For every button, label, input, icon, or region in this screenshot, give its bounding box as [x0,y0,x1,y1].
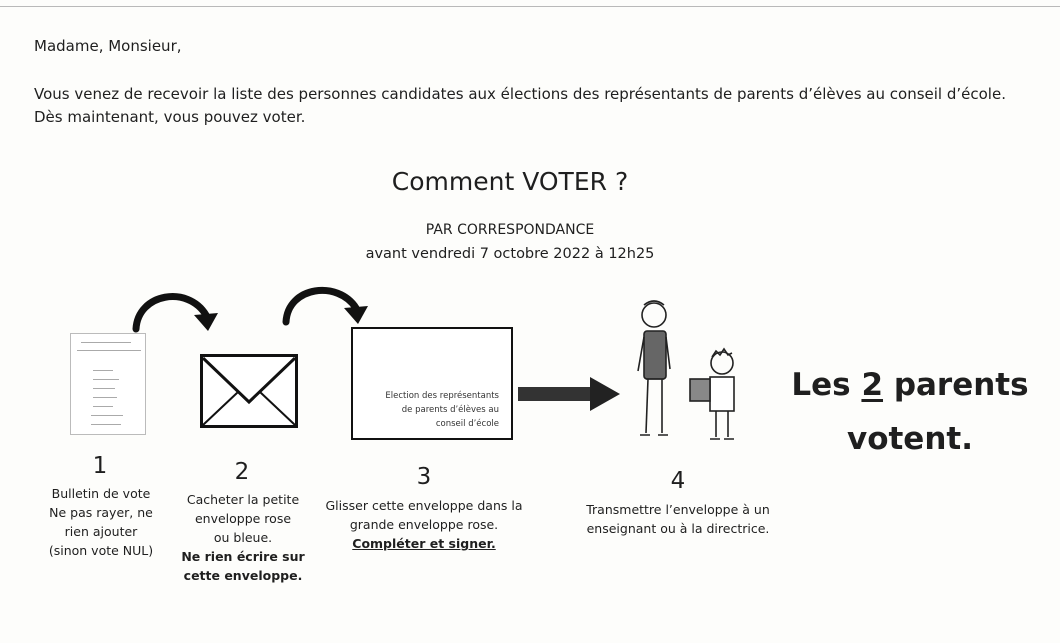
step-3-text: Glisser cette enveloppe dans la grande enveloppe rose. Compléter et signer. [325,498,523,551]
vote-mode: PAR CORRESPONDANCE [425,222,595,238]
step-number: 4 [670,468,686,494]
ballot-paper-icon [70,333,146,435]
right-arrow-icon [518,376,620,412]
curved-arrow-icon [278,278,370,328]
step-number: 3 [416,464,432,490]
curved-arrow-icon [128,283,220,333]
envelope-icon [200,354,298,428]
step-number: 2 [234,459,250,485]
greeting: Madame, Monsieur, [34,37,182,55]
top-border [0,6,1060,7]
result-line-1: Les 2 parents [791,367,1029,403]
vote-deadline: avant vendredi 7 octobre 2022 à 12h25 [365,246,655,262]
step-number: 1 [92,453,108,479]
parents-figures-icon [632,297,744,447]
page-title: Comment VOTER ? [391,167,629,196]
intro-paragraph: Vous venez de recevoir la liste des personnes candidates aux élections des représentants de parents d’élèves au conseil d’école. Dès maintenant, vous pouvez voter. [34,85,1006,126]
step-2-text: Cacheter la petite enveloppe rose ou bleue. Ne rien écrire sur cette enveloppe. [181,492,305,583]
result-line-2: votent. [846,421,973,457]
step-4-text: Transmettre l’enveloppe à un enseignant ou à la directrice. [586,502,770,536]
step-1-text: Bulletin de vote Ne pas rayer, ne rien ajouter (sinon vote NUL) [48,486,154,558]
envelope-label: Election des représentants de parents d’élèves au conseil d’école [385,391,499,429]
large-envelope-icon [351,327,513,440]
